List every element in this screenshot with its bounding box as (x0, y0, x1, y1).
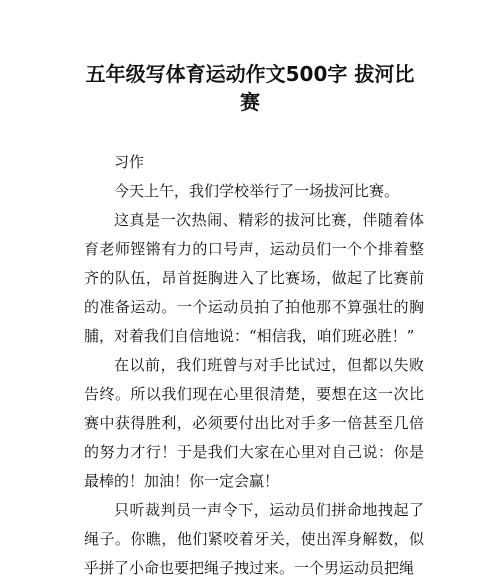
document-body (84, 148, 424, 583)
paragraph-4: 只听裁判员一声令下，运动员们拼命地拽起了绳子。你瞧，他们紧咬着牙关，使出浑身解数，似乎拼了小命也要把绳子拽过来。一个男运动员把绳 (84, 501, 424, 577)
paragraph-1: 今天上午，我们学校举行了一场拔河比赛。 (114, 182, 400, 200)
section-label: 习作 (114, 153, 145, 171)
document-title: 五年级写体育运动作文500字 拔河比赛 (85, 62, 415, 114)
paragraph-2: 这真是一次热闹、精彩的拔河比赛，伴随着体育老师铿锵有力的口号声，运动员们一个个排着整齐的队伍，昂首挺胸进入了比赛场，做起了比赛前的准备运动。一个运动员拍了拍他那不算强壮的胸脯，对着我们自信地说：“相信我，咱们班必胜！” (84, 211, 424, 345)
paragraph-3: 在以前，我们班曾与对手比试过，但都以失败告终。所以我们现在心里很清楚，要想在这一次比赛中获得胜利，必须要付出比对手多一倍甚至几倍的努力才行！于是我们大家在心里对自己说：你是最棒的！加油！你一定会赢！ (84, 356, 424, 490)
